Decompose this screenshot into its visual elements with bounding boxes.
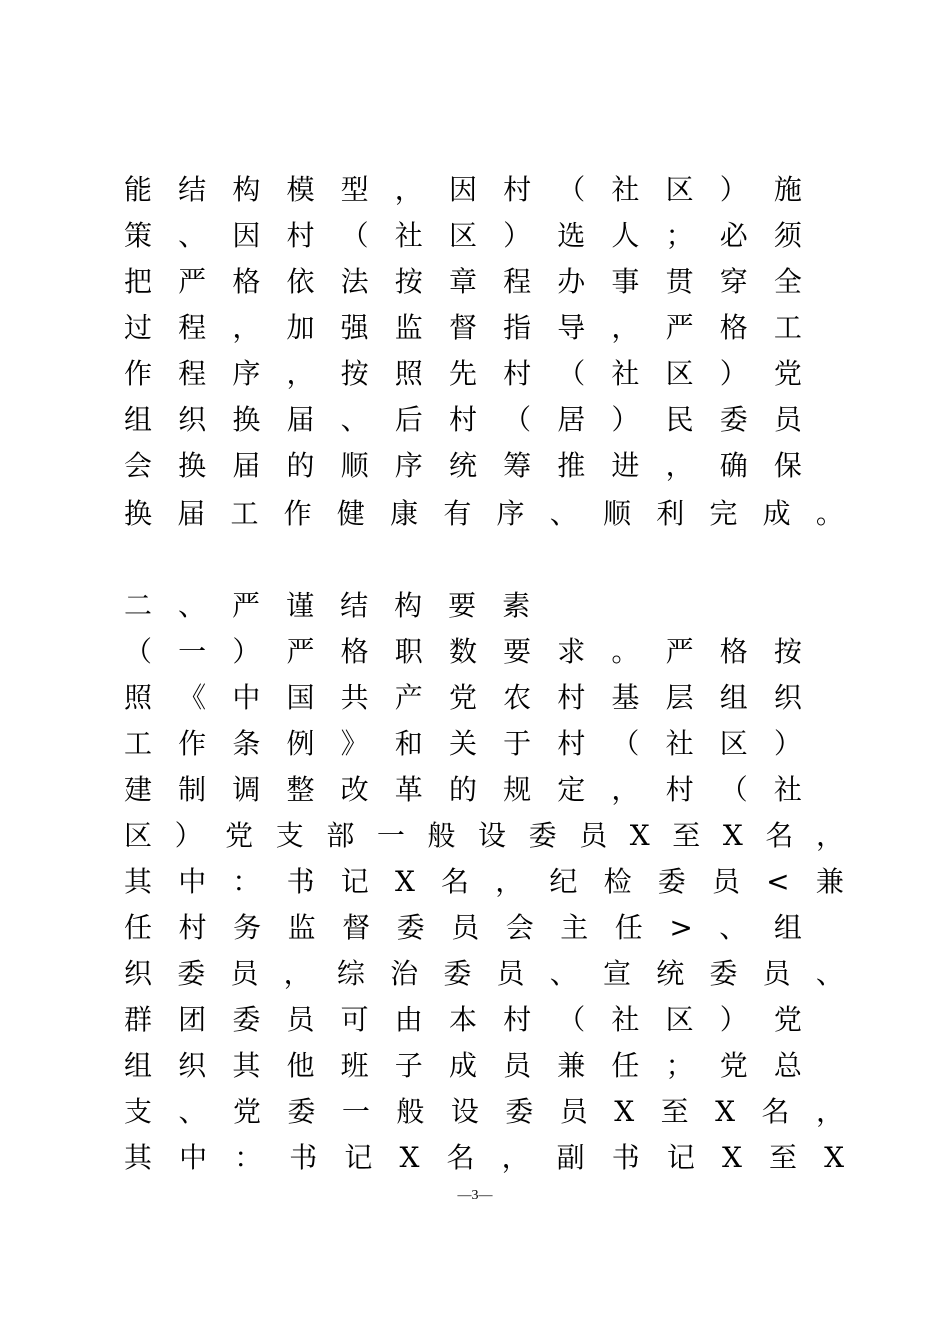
section-heading: 二 、 严 谨 结 构 要 素 [124, 589, 531, 622]
page-number: —3— [457, 1188, 493, 1203]
paragraph-line: 换 届 工 作 健 康 有 序 、 顺 利 完 成 。 [124, 497, 844, 530]
paragraph-line: 能 结 构 模 型 ， 因 村 （ 社 区 ） 施 [124, 173, 802, 206]
paragraph-line: 任 村 务 监 督 委 员 会 主 任 > 、 组 [124, 911, 802, 944]
paragraph-line: 会 换 届 的 顺 序 统 筹 推 进 ， 确 保 [124, 449, 802, 482]
paragraph-line: 策 、 因 村 （ 社 区 ） 选 人 ； 必 须 [124, 219, 802, 252]
paragraph-line: 作 程 序 ， 按 照 先 村 （ 社 区 ） 党 [124, 357, 802, 390]
paragraph-line: 把 严 格 依 法 按 章 程 办 事 贯 穿 全 [124, 265, 802, 298]
paragraph-line: 其 中 ： 书 记 X 名 ， 纪 检 委 员 < 兼 [124, 865, 844, 898]
paragraph-line: 其 中 ： 书 记 X 名 ， 副 书 记 X 至 X [124, 1141, 844, 1174]
paragraph-line: 过 程 ， 加 强 监 督 指 导 ， 严 格 工 [124, 311, 802, 344]
paragraph-line: 工 作 条 例 》 和 关 于 村 （ 社 区 ） [124, 727, 802, 760]
paragraph-line: 建 制 调 整 改 革 的 规 定 ， 村 （ 社 [124, 773, 802, 806]
paragraph-line: （ 一 ） 严 格 职 数 要 求 。 严 格 按 [124, 635, 802, 668]
paragraph-line: 组 织 其 他 班 子 成 员 兼 任 ； 党 总 [124, 1049, 802, 1082]
paragraph-line: 组 织 换 届 、 后 村 （ 居 ） 民 委 员 [124, 403, 802, 436]
paragraph-line: 照 《 中 国 共 产 党 农 村 基 层 组 织 [124, 681, 802, 714]
paragraph-line: 织 委 员 ， 综 治 委 员 、 宣 统 委 员 、 [124, 957, 844, 990]
paragraph-line: 区 ） 党 支 部 一 般 设 委 员 X 至 X 名 ， [124, 819, 844, 852]
paragraph-line: 支 、 党 委 一 般 设 委 员 X 至 X 名 ， [124, 1095, 844, 1128]
paragraph-line: 群 团 委 员 可 由 本 村 （ 社 区 ） 党 [124, 1003, 802, 1036]
